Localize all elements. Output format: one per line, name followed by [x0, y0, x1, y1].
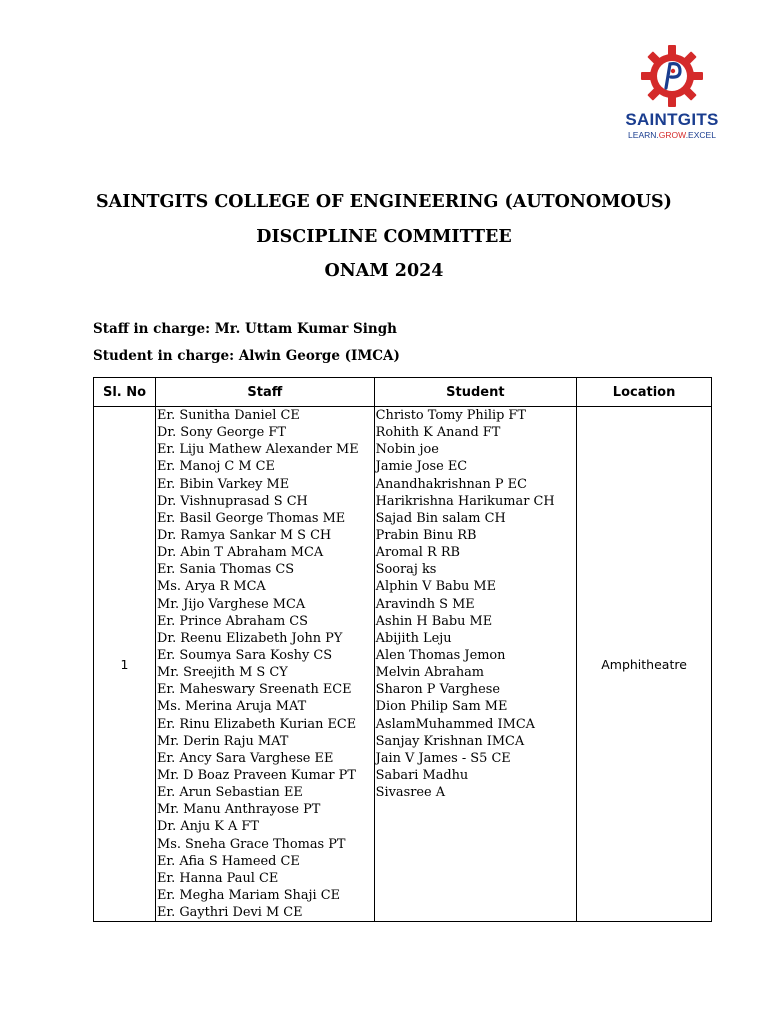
student-name: Jamie Jose EC: [375, 459, 468, 475]
student-name: Harikrishna Harikumar CH: [375, 493, 555, 509]
header-sl-no: Sl. No: [94, 378, 156, 407]
student-name: Abijith Leju: [375, 630, 452, 646]
student-name: Sanjay Krishnan IMCA: [375, 733, 525, 749]
staff-name: Er. Maheswary Sreenath ECE: [157, 682, 352, 698]
staff-name: Mr. Derin Raju MAT: [157, 733, 289, 749]
student-name: Anandhakrishnan P EC: [375, 476, 527, 492]
event-title: ONAM 2024: [324, 261, 444, 281]
staff-name: Mr. Manu Anthrayose PT: [157, 802, 321, 818]
committee-table: [93, 377, 712, 922]
staff-list: [156, 407, 374, 921]
student-in-charge: Student in charge: Alwin George (IMCA): [93, 348, 400, 364]
staff-name: Er. Liju Mathew Alexander ME: [157, 442, 359, 458]
staff-name: Ms. Merina Aruja MAT: [157, 699, 307, 715]
staff-name: Er. Ancy Sara Varghese EE: [157, 750, 334, 766]
student-name: Sivasree A: [375, 785, 446, 801]
staff-name: Dr. Abin T Abraham MCA: [157, 545, 324, 561]
student-name: Dion Philip Sam ME: [375, 699, 508, 715]
student-name: Jain V James - S5 CE: [375, 750, 511, 766]
logo-tagline-learn: LEARN.: [628, 130, 659, 140]
student-name: Melvin Abraham: [375, 665, 485, 681]
staff-name: Dr. Sony George FT: [157, 425, 286, 441]
student-name: Aromal R RB: [375, 545, 460, 561]
staff-name: Er. Arun Sebastian EE: [157, 785, 303, 801]
staff-name: Er. Basil George Thomas ME: [157, 510, 346, 526]
staff-name: Er. Bibin Varkey ME: [157, 476, 290, 492]
student-cell: [374, 407, 576, 922]
staff-name: Er. Megha Mariam Shaji CE: [157, 887, 341, 903]
logo-name: SAINTGITS: [625, 110, 719, 129]
student-name: Sajad Bin salam CH: [375, 510, 506, 526]
logo-tagline-grow: GROW: [658, 130, 686, 140]
staff-name: Er. Soumya Sara Koshy CS: [157, 647, 333, 663]
student-name: Prabin Binu RB: [375, 527, 477, 543]
header-location: Location: [577, 378, 712, 407]
staff-name: Dr. Vishnuprasad S CH: [157, 493, 308, 509]
table-header-row: [94, 378, 712, 407]
student-name: Ashin H Babu ME: [375, 613, 493, 629]
student-name: Christo Tomy Philip FT: [375, 408, 526, 423]
staff-name: Dr. Reenu Elizabeth John PY: [157, 630, 343, 646]
staff-name: Er. Sunitha Daniel CE: [157, 408, 300, 423]
student-name: AslamMuhammed IMCA: [375, 716, 535, 732]
location-cell: Amphitheatre: [577, 407, 712, 922]
staff-name: Er. Manoj C M CE: [157, 459, 275, 475]
logo-tagline: [620, 130, 724, 140]
table-row: [94, 407, 712, 922]
header-staff: Staff: [156, 378, 375, 407]
staff-name: Er. Sania Thomas CS: [157, 562, 295, 578]
student-list: [375, 407, 576, 801]
staff-name: Er. Rinu Elizabeth Kurian ECE: [157, 716, 357, 732]
staff-name: Mr. Jijo Varghese MCA: [157, 596, 306, 612]
student-name: Alphin V Babu ME: [375, 579, 496, 595]
logo-tagline-excel: .EXCEL: [685, 130, 716, 140]
staff-name: Er. Gaythri Devi M CE: [157, 905, 303, 921]
staff-name: Ms. Arya R MCA: [157, 579, 266, 595]
staff-name: Mr. Sreejith M S CY: [157, 665, 288, 681]
student-name: Sooraj ks: [375, 562, 437, 578]
committee-title: DISCIPLINE COMMITTEE: [256, 227, 512, 247]
staff-name: Er. Afia S Hameed CE: [157, 853, 300, 869]
staff-name: Dr. Ramya Sankar M S CH: [157, 527, 332, 543]
staff-name: Mr. D Boaz Praveen Kumar PT: [157, 767, 356, 783]
sl-no-cell: 1: [94, 407, 156, 922]
staff-name: Dr. Anju K A FT: [157, 819, 259, 835]
student-name: Aravindh S ME: [375, 596, 475, 612]
staff-cell: [156, 407, 375, 922]
staff-in-charge: Staff in charge: Mr. Uttam Kumar Singh: [93, 321, 398, 337]
student-name: Rohith K Anand FT: [375, 425, 501, 441]
student-name: Sharon P Varghese: [375, 682, 500, 698]
staff-name: Ms. Sneha Grace Thomas PT: [157, 836, 346, 852]
student-name: Nobin joe: [375, 442, 439, 458]
staff-name: Er. Hanna Paul CE: [157, 870, 279, 886]
gear-logo-icon: [640, 44, 704, 108]
student-name: Sabari Madhu: [375, 767, 469, 783]
student-name: Alen Thomas Jemon: [375, 647, 506, 663]
staff-name: Er. Prince Abraham CS: [157, 613, 308, 629]
college-title: SAINTGITS COLLEGE OF ENGINEERING (AUTONOMOUS): [96, 192, 672, 212]
header-student: Student: [374, 378, 576, 407]
saintgits-logo: [620, 44, 724, 144]
